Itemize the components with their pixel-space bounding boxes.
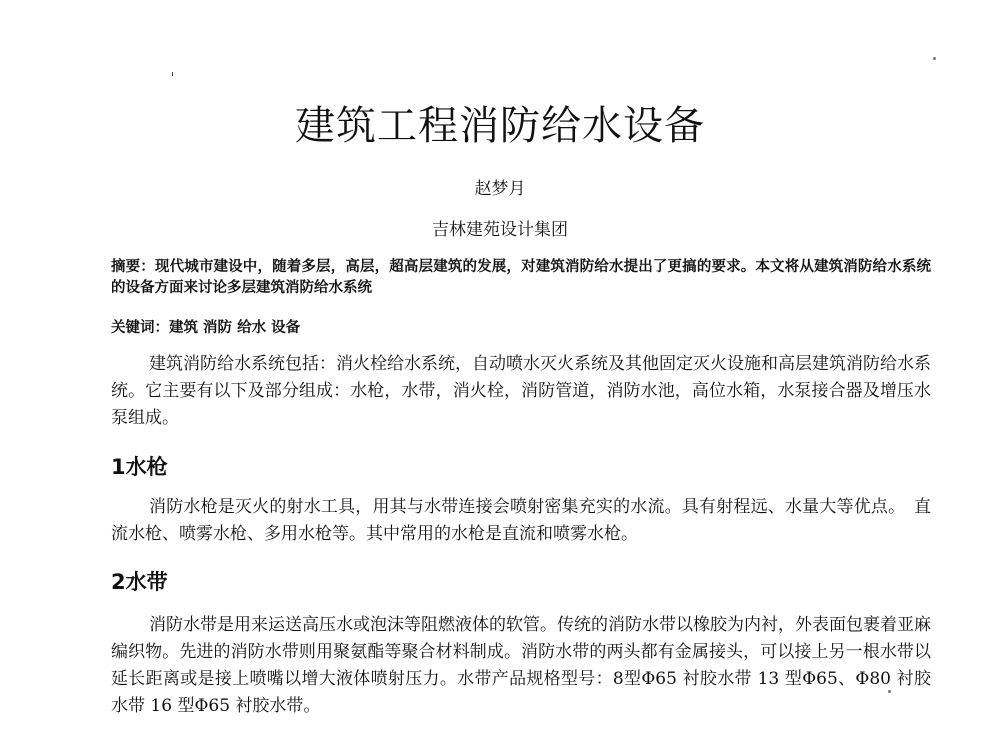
section-heading-water-gun: 1水枪 bbox=[111, 455, 168, 479]
author-affiliation: 吉林建苑设计集团 bbox=[432, 220, 568, 240]
intro-paragraph: 建筑消防给水系统包括：消火栓给水系统，自动喷水灭火系统及其他固定灭火设施和高层建筑消防给水系统。它主要有以下及部分组成：水枪，水带，消火栓，消防管道，消防水池，高位水箱，水泵接合器及增压水泵组成。 bbox=[111, 354, 931, 428]
section-heading-hose: 2水带 bbox=[111, 570, 168, 594]
scan-mark bbox=[172, 72, 173, 76]
author-name: 赵梦月 bbox=[474, 179, 526, 199]
section-body-water-gun: 消防水枪是灭火的射水工具，用其与水带连接会喷射密集充实的水流。具有射程远、水量大等优点。 直流水枪、喷雾水枪、多用水枪等。其中常用的水枪是直流和喷雾水枪。 bbox=[111, 497, 931, 544]
section-body-hose: 消防水带是用来运送高压水或泡沫等阻燃液体的软管。传统的消防水带以橡胶为内衬，外表面包裹着亚麻编织物。先进的消防水带则用聚氨酯等聚合材料制成。消防水带的两头都有金属接头，可以接上另一根水带以延长距离或是接上喷嘴以增大液体喷射压力。水带产品规格型号：8型Φ65 衬胶水带 13 型Φ65、Φ80 衬胶水带 16 型Φ65 衬胶水带。 bbox=[111, 615, 931, 716]
scan-speck bbox=[933, 57, 936, 60]
abstract: 摘要：现代城市建设中，随着多层，高层，超高层建筑的发展，对建筑消防给水提出了更搞的要求。本文将从建筑消防给水系统的设备方面来讨论多层建筑消防给水系统 bbox=[111, 258, 931, 296]
keywords: 关键词：建筑 消防 给水 设备 bbox=[111, 319, 301, 336]
paper-title: 建筑工程消防给水设备 bbox=[295, 103, 705, 149]
